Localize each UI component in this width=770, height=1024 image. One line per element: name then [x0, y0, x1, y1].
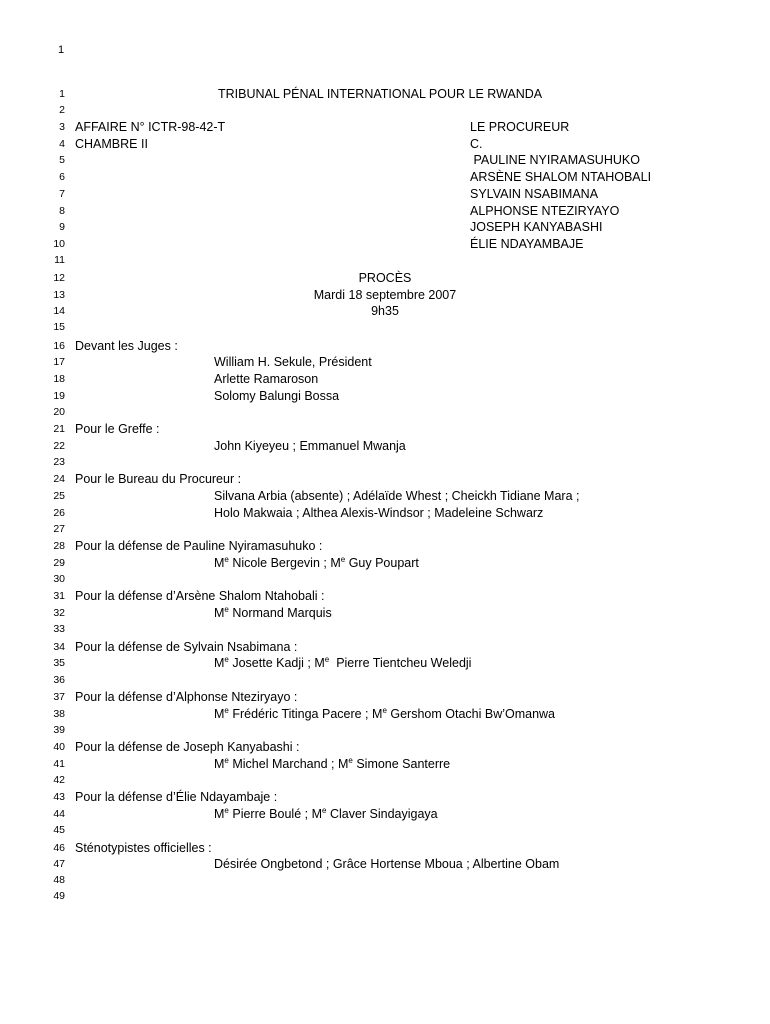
line-22 — [0, 438, 770, 455]
stenographers-names: Désirée Ongbetond ; Grâce Hortense Mboua ; Albertine Obam — [214, 857, 560, 871]
line-43 — [0, 789, 770, 806]
line-number: 15 — [53, 321, 65, 333]
page-number: 1 — [58, 44, 65, 56]
line-number: 13 — [53, 289, 65, 301]
line-number: 9 — [59, 221, 65, 233]
line-31 — [0, 588, 770, 605]
line-10 — [0, 236, 770, 253]
line-number: 26 — [53, 507, 65, 519]
judge-name: Solomy Balungi Bossa — [214, 389, 340, 403]
line-number: 22 — [53, 440, 65, 452]
line-35 — [0, 655, 770, 672]
line-6 — [0, 169, 770, 186]
line-number: 28 — [53, 540, 65, 552]
party-versus: C. — [470, 137, 483, 151]
line-20 — [0, 404, 770, 421]
party-accused: ÉLIE NDAYAMBAJE — [470, 237, 584, 251]
line-number: 2 — [59, 104, 65, 116]
line-26 — [0, 505, 770, 522]
line-21 — [0, 421, 770, 438]
line-1 — [0, 86, 770, 103]
line-23 — [0, 454, 770, 471]
defense-counsel: Me Pierre Boulé ; Me Claver Sindayigaya — [214, 805, 438, 821]
line-number: 16 — [53, 340, 65, 352]
line-18 — [0, 371, 770, 388]
session-date: Mardi 18 septembre 2007 — [313, 288, 457, 302]
line-13 — [0, 287, 770, 304]
line-number: 23 — [53, 456, 65, 468]
line-number: 14 — [53, 305, 65, 317]
line-number: 25 — [53, 490, 65, 502]
line-41 — [0, 756, 770, 773]
line-11 — [0, 252, 770, 269]
judge-name: Arlette Ramaroson — [214, 372, 319, 386]
judge-name: William H. Sekule, Président — [214, 355, 372, 369]
line-number: 49 — [53, 890, 65, 902]
party-prosecutor: LE PROCUREUR — [470, 120, 570, 134]
line-4 — [0, 136, 770, 153]
line-number: 47 — [53, 858, 65, 870]
judges-label: Devant les Juges : — [75, 339, 178, 353]
defense-counsel: Me Frédéric Titinga Pacere ; Me Gershom Otachi Bw’Omanwa — [214, 705, 556, 721]
defense-counsel: Me Michel Marchand ; Me Simone Santerre — [214, 755, 451, 771]
line-28 — [0, 538, 770, 555]
line-number: 18 — [53, 373, 65, 385]
line-number: 27 — [53, 523, 65, 535]
line-8 — [0, 203, 770, 220]
line-number: 20 — [53, 406, 65, 418]
line-19 — [0, 388, 770, 405]
line-12 — [0, 270, 770, 287]
line-number: 3 — [59, 121, 65, 133]
line-number: 42 — [53, 774, 65, 786]
line-number: 17 — [53, 356, 65, 368]
line-48 — [0, 872, 770, 889]
line-45 — [0, 822, 770, 839]
line-number: 1 — [59, 88, 65, 100]
line-number: 33 — [53, 623, 65, 635]
line-38 — [0, 706, 770, 723]
line-number: 6 — [59, 171, 65, 183]
party-accused: ALPHONSE NTEZIRYAYO — [470, 204, 620, 218]
line-number: 11 — [54, 254, 65, 266]
line-number: 37 — [53, 691, 65, 703]
line-number: 43 — [53, 791, 65, 803]
line-42 — [0, 772, 770, 789]
defense-counsel: Me Josette Kadji ; Me Pierre Tientcheu Weledji — [214, 654, 472, 670]
line-number: 44 — [53, 808, 65, 820]
line-34 — [0, 639, 770, 656]
line-number: 32 — [53, 607, 65, 619]
stenographers-label: Sténotypistes officielles : — [75, 841, 212, 855]
defense-label: Pour la défense d’Arsène Shalom Ntahobali : — [75, 589, 325, 603]
line-number: 36 — [53, 674, 65, 686]
line-2 — [0, 102, 770, 119]
line-17 — [0, 354, 770, 371]
session-heading: PROCÈS — [358, 271, 412, 285]
line-number: 19 — [53, 390, 65, 402]
registry-names: John Kiyeyeu ; Emmanuel Mwanja — [214, 439, 406, 453]
defense-label: Pour la défense de Pauline Nyiramasuhuko : — [75, 539, 323, 553]
line-number: 12 — [53, 272, 65, 284]
line-number: 30 — [53, 573, 65, 585]
defense-counsel: Me Nicole Bergevin ; Me Guy Poupart — [214, 554, 419, 570]
line-number: 10 — [53, 238, 65, 250]
session-time: 9h35 — [371, 304, 399, 318]
prosecutor-label: Pour le Bureau du Procureur : — [75, 472, 242, 486]
line-number: 34 — [53, 641, 65, 653]
line-46 — [0, 840, 770, 857]
line-39 — [0, 722, 770, 739]
line-44 — [0, 806, 770, 823]
line-number: 46 — [53, 842, 65, 854]
line-49 — [0, 888, 770, 905]
party-accused: ARSÈNE SHALOM NTAHOBALI — [470, 170, 652, 184]
line-number: 45 — [53, 824, 65, 836]
defense-label: Pour la défense d’Élie Ndayambaje : — [75, 790, 278, 804]
line-25 — [0, 488, 770, 505]
defense-label: Pour la défense de Joseph Kanyabashi : — [75, 740, 300, 754]
line-9 — [0, 219, 770, 236]
party-accused: JOSEPH KANYABASHI — [470, 220, 603, 234]
line-number: 41 — [53, 758, 65, 770]
line-number: 31 — [53, 590, 65, 602]
line-33 — [0, 621, 770, 638]
line-27 — [0, 521, 770, 538]
chamber: CHAMBRE II — [75, 137, 148, 151]
line-40 — [0, 739, 770, 756]
line-47 — [0, 856, 770, 873]
case-number: AFFAIRE N° ICTR-98-42-T — [75, 120, 226, 134]
defense-label: Pour la défense d’Alphonse Nteziryayo : — [75, 690, 298, 704]
line-29 — [0, 555, 770, 572]
line-number: 24 — [53, 473, 65, 485]
line-number: 8 — [59, 205, 65, 217]
tribunal-title: TRIBUNAL PÉNAL INTERNATIONAL POUR LE RWANDA — [218, 87, 543, 101]
line-36 — [0, 672, 770, 689]
line-7 — [0, 186, 770, 203]
line-number: 35 — [53, 657, 65, 669]
line-number: 29 — [53, 557, 65, 569]
line-number: 7 — [59, 188, 65, 200]
line-24 — [0, 471, 770, 488]
line-number: 4 — [59, 138, 65, 150]
line-37 — [0, 689, 770, 706]
line-5 — [0, 152, 770, 169]
prosecutor-names: Silvana Arbia (absente) ; Adélaïde Whest ; Cheickh Tidiane Mara ; — [214, 489, 580, 503]
party-accused: PAULINE NYIRAMASUHUKO — [470, 153, 640, 167]
registry-label: Pour le Greffe : — [75, 422, 160, 436]
line-number: 21 — [53, 423, 65, 435]
line-3 — [0, 119, 770, 136]
prosecutor-names: Holo Makwaia ; Althea Alexis-Windsor ; Madeleine Schwarz — [214, 506, 544, 520]
line-number: 40 — [53, 741, 65, 753]
defense-label: Pour la défense de Sylvain Nsabimana : — [75, 640, 298, 654]
line-30 — [0, 571, 770, 588]
line-15 — [0, 319, 770, 336]
line-32 — [0, 605, 770, 622]
line-14 — [0, 303, 770, 320]
line-number: 5 — [59, 154, 65, 166]
line-number: 39 — [53, 724, 65, 736]
defense-counsel: Me Normand Marquis — [214, 604, 332, 620]
party-accused: SYLVAIN NSABIMANA — [470, 187, 599, 201]
line-16 — [0, 338, 770, 355]
line-number: 38 — [53, 708, 65, 720]
line-number: 48 — [53, 874, 65, 886]
